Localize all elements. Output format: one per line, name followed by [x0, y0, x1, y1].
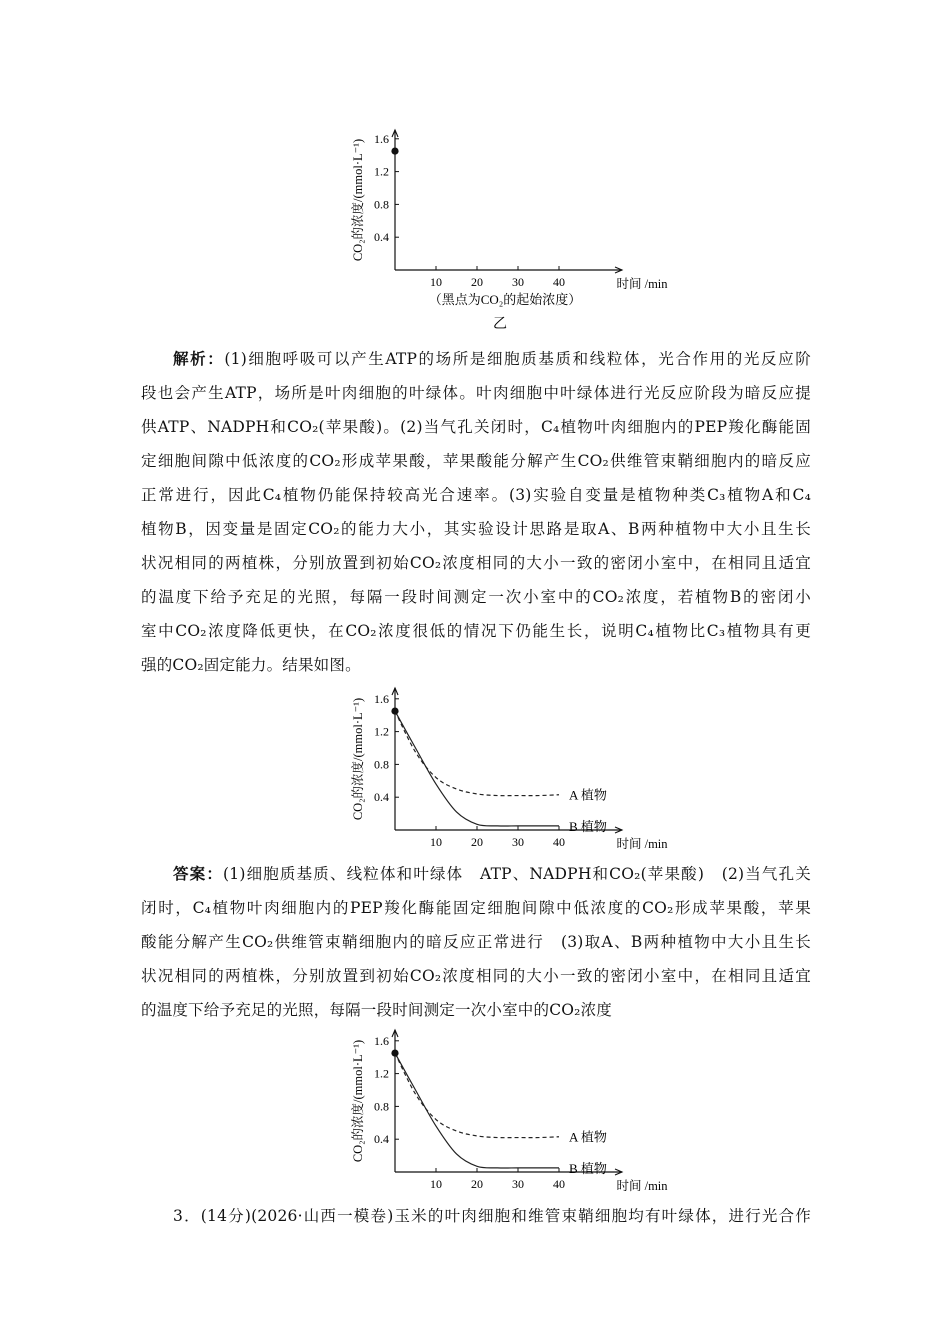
analysis-line: 强的CO₂固定能力。结果如图。: [141, 656, 361, 674]
y-tick-label: 0.8: [374, 197, 389, 212]
series-b-label: B 植物: [569, 1160, 607, 1176]
analysis-line: 室中CO₂浓度降低更快，在CO₂浓度很低的情况下仍能生长，说明C₄植物比C₃植物具有更: [141, 622, 811, 640]
chart-result-1-svg: [340, 680, 668, 860]
analysis-line: 正常进行，因此C₄植物仍能保持较高光合速率。(3)实验自变量是植物种类C₃植物A和C₄: [141, 486, 811, 504]
start-point: [391, 1050, 398, 1057]
x-tick-label: 30: [512, 1177, 524, 1191]
x-axis-label: 时间 /min: [616, 277, 668, 291]
question-3: [141, 1199, 811, 1233]
chart-result-2: [340, 1022, 668, 1202]
x-tick-label: 40: [553, 1177, 565, 1191]
start-point: [391, 148, 398, 155]
series-a-line: [395, 1053, 559, 1138]
chart-note: （黑点为CO₂的起始浓度）: [428, 292, 582, 307]
answer-line: 状况相同的两植株，分别放置到初始CO₂浓度相同的大小一致的密闭小室中，在相同且适宜: [141, 967, 811, 985]
y-tick-label: 0.8: [374, 1099, 389, 1114]
series-b-line: [395, 1053, 559, 1168]
y-tick-label: 1.6: [374, 691, 389, 706]
analysis-line: 状况相同的两植株，分别放置到初始CO₂浓度相同的大小一致的密闭小室中，在相同且适宜: [141, 554, 811, 572]
x-tick-label: 10: [430, 275, 442, 289]
answer-line: 酸能分解产生CO₂供维管束鞘细胞内的暗反应正常进行 (3)取A、B两种植物中大小且生长: [141, 933, 811, 951]
y-tick-label: 0.8: [374, 757, 389, 772]
x-tick-label: 30: [512, 275, 524, 289]
y-axis-label: CO₂的浓度/(mmol·L⁻¹): [351, 697, 365, 821]
series-a-label: A 植物: [569, 1129, 607, 1145]
answer-paragraph: [141, 857, 811, 1027]
analysis-line: 植物B，因变量是固定CO₂的能力大小，其实验设计思路是取A、B两种植物中大小且生长: [141, 520, 811, 538]
x-tick-label: 40: [553, 275, 565, 289]
x-tick-label: 40: [553, 835, 565, 849]
y-tick-label: 1.6: [374, 1033, 389, 1048]
answer-line: 的温度下给予充足的光照，每隔一段时间测定一次小室中的CO₂浓度: [141, 1001, 612, 1019]
analysis-label: 解析：: [173, 349, 225, 368]
answer-line: [141, 857, 811, 891]
analysis-line: 定细胞间隙中低浓度的CO₂形成苹果酸，苹果酸能分解产生CO₂供维管束鞘细胞内的暗反应: [141, 452, 811, 470]
y-tick-label: 0.4: [374, 1132, 389, 1147]
analysis-line: [141, 342, 811, 376]
chart-yi: [340, 118, 668, 338]
y-tick-label: 1.2: [374, 164, 389, 179]
analysis-line: 段也会产生ATP，场所是叶肉细胞的叶绿体。叶肉细胞中叶绿体进行光反应阶段为暗反应提: [141, 384, 811, 402]
chart-result-1: [340, 680, 668, 860]
x-tick-label: 20: [471, 1177, 483, 1191]
answer-line-text: (1)细胞质基质、线粒体和叶绿体 ATP、NADPH和CO₂(苹果酸) (2)当气孔关: [223, 865, 811, 883]
x-axis-label: 时间 /min: [616, 1179, 668, 1193]
series-a-line: [395, 711, 559, 796]
x-axis-label: 时间 /min: [616, 837, 668, 851]
x-tick-label: 30: [512, 835, 524, 849]
x-tick-label: 10: [430, 835, 442, 849]
chart-yi-svg: [340, 118, 668, 338]
x-tick-label: 20: [471, 275, 483, 289]
series-a-label: A 植物: [569, 787, 607, 803]
x-tick-label: 20: [471, 835, 483, 849]
y-tick-label: 0.4: [374, 790, 389, 805]
y-axis-label: CO₂的浓度/(mmol·L⁻¹): [351, 1039, 365, 1163]
answer-line: 闭时，C₄植物叶肉细胞内的PEP羧化酶能固定细胞间隙中低浓度的CO₂形成苹果酸，苹果: [141, 899, 811, 917]
y-tick-label: 0.4: [374, 230, 389, 245]
analysis-paragraph: [141, 342, 811, 682]
y-axis-label: CO₂的浓度/(mmol·L⁻¹): [351, 138, 365, 262]
start-point: [391, 708, 398, 715]
series-b-line: [395, 711, 559, 826]
x-tick-label: 10: [430, 1177, 442, 1191]
analysis-line: 供ATP、NADPH和CO₂(苹果酸)。(2)当气孔关闭时，C₄植物叶肉细胞内的PEP羧化酶能固: [141, 418, 811, 436]
y-tick-label: 1.6: [374, 131, 389, 146]
analysis-line: 的温度下给予充足的光照，每隔一段时间测定一次小室中的CO₂浓度，若植物B的密闭小: [141, 588, 811, 606]
answer-label: 答案：: [173, 864, 224, 883]
analysis-line-text: (1)细胞呼吸可以产生ATP的场所是细胞质基质和线粒体，光合作用的光反应阶: [224, 350, 811, 368]
y-tick-label: 1.2: [374, 724, 389, 739]
chart-result-2-svg: [340, 1022, 668, 1202]
y-tick-label: 1.2: [374, 1066, 389, 1081]
chart-caption: 乙: [493, 317, 507, 332]
question-3-line: 3．(14分)(2026·山西一模卷)玉米的叶肉细胞和维管束鞘细胞均有叶绿体，进行光合作: [173, 1207, 811, 1225]
series-b-label: B 植物: [569, 818, 607, 834]
